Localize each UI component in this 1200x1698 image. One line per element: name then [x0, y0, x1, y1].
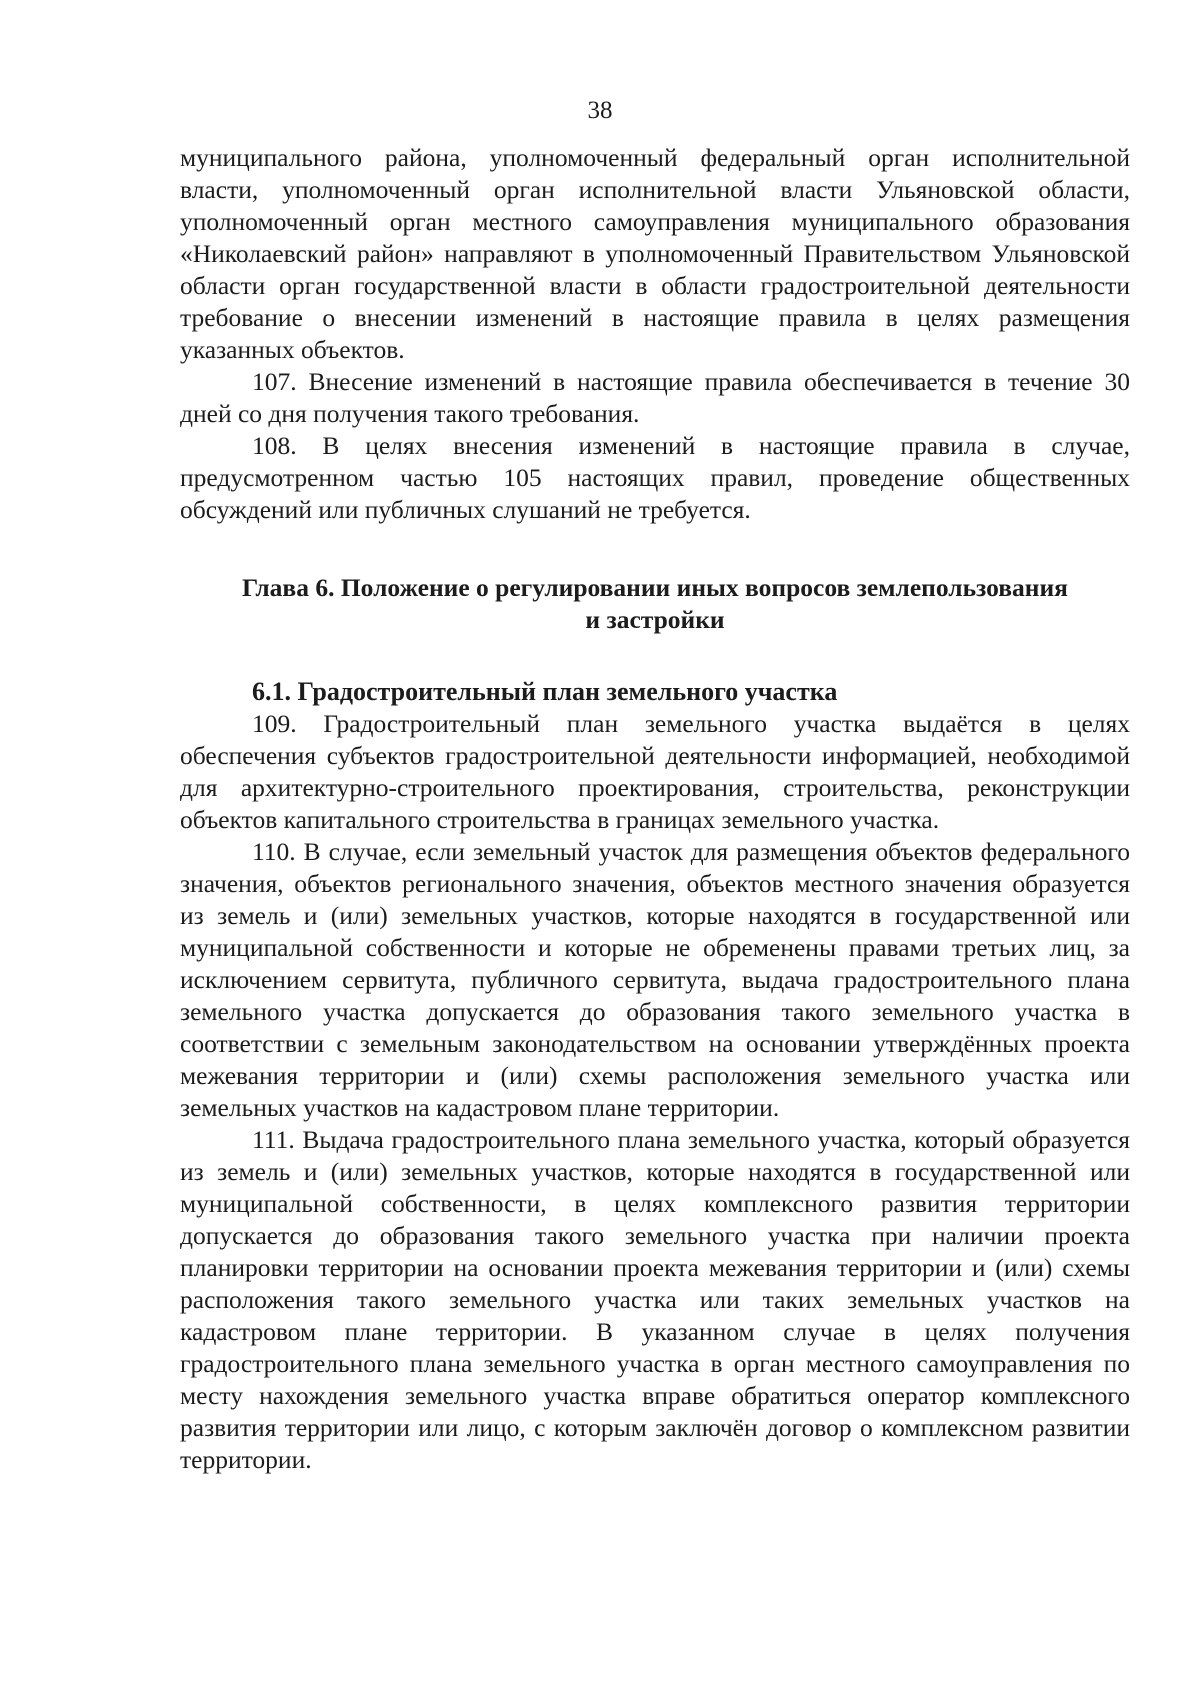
paragraph-109-number: 109.	[252, 709, 297, 738]
paragraph-107	[180, 366, 1130, 430]
section-title: 6.1. Градостроительный план земельного участка	[252, 677, 838, 706]
paragraph-108-number: 108.	[252, 431, 297, 460]
paragraph-111-text: Выдача градостроительного плана земельного участка, который образуется из земель и (или) земельных участков, которые находятся в государственной или муниципальной собственности, в целях комплексного развития территории допускается до образования такого земельного участка при наличии проекта планировки территории на основании проекта межевания территории и (или) схемы расположения такого земельного участка или таких земельных участков на кадастровом плане территории. В указанном случае в целях получения градостроительного плана земельного участка в орган местного самоуправления по месту нахождения земельного участка вправе обратиться оператор комплексного развития территории или лицо, с которым заключён договор о комплексном развитии территории.	[180, 1125, 1130, 1474]
paragraph-110-number: 110.	[252, 837, 296, 866]
paragraph-110-text: В случае, если земельный участок для размещения объектов федерального значения, объектов регионального значения, объектов местного значения образуется из земель и (или) земельных участков, которые находятся в государственной или муниципальной собственности и которые не обременены правами третьих лиц, за исключением сервитута, публичного сервитута, выдача градостроительного плана земельного участка допускается до образования такого земельного участка в соответствии с земельным законодательством на основании утверждённых проекта межевания территории и (или) схемы расположения земельного участка или земельных участков на кадастровом плане территории.	[180, 837, 1130, 1122]
paragraph-108	[180, 430, 1130, 526]
chapter-title-line-1: Глава 6. Положение о регулировании иных вопросов землепользования	[242, 573, 1068, 602]
paragraph-111	[180, 1124, 1130, 1476]
paragraph-108-text: В целях внесения изменений в настоящие правила в случае, предусмотренном частью 105 настоящих правил, проведение общественных обсуждений или публичных слушаний не требуется.	[180, 431, 1130, 524]
paragraph-109	[180, 708, 1130, 836]
paragraph-110	[180, 836, 1130, 1124]
chapter-title	[180, 572, 1130, 636]
chapter-title-line-2: и застройки	[585, 605, 725, 634]
page-number: 38	[587, 97, 613, 124]
intro-paragraph: муниципального района, уполномоченный федеральный орган исполнительной власти, уполномоченный орган исполнительной власти Ульяновской области, уполномоченный орган местного самоуправления муниципального образования «Николаевский район» направляют в уполномоченный Правительством Ульяновской области орган государственной власти в области градостроительной деятельности требование о внесении изменений в настоящие правила в целях размещения указанных объектов.	[180, 143, 1130, 364]
paragraph-109-text: Градостроительный план земельного участка выдаётся в целях обеспечения субъектов градостроительной деятельности информацией, необходимой для архитектурно-строительного проектирования, строительства, реконструкции объектов капитального строительства в границах земельного участка.	[180, 709, 1130, 834]
paragraph-111-number: 111.	[252, 1125, 295, 1154]
paragraph-107-text: Внесение изменений в настоящие правила обеспечивается в течение 30 дней со дня получения такого требования.	[180, 367, 1130, 428]
paragraph-107-number: 107.	[252, 367, 297, 396]
document-body	[180, 142, 1130, 1476]
